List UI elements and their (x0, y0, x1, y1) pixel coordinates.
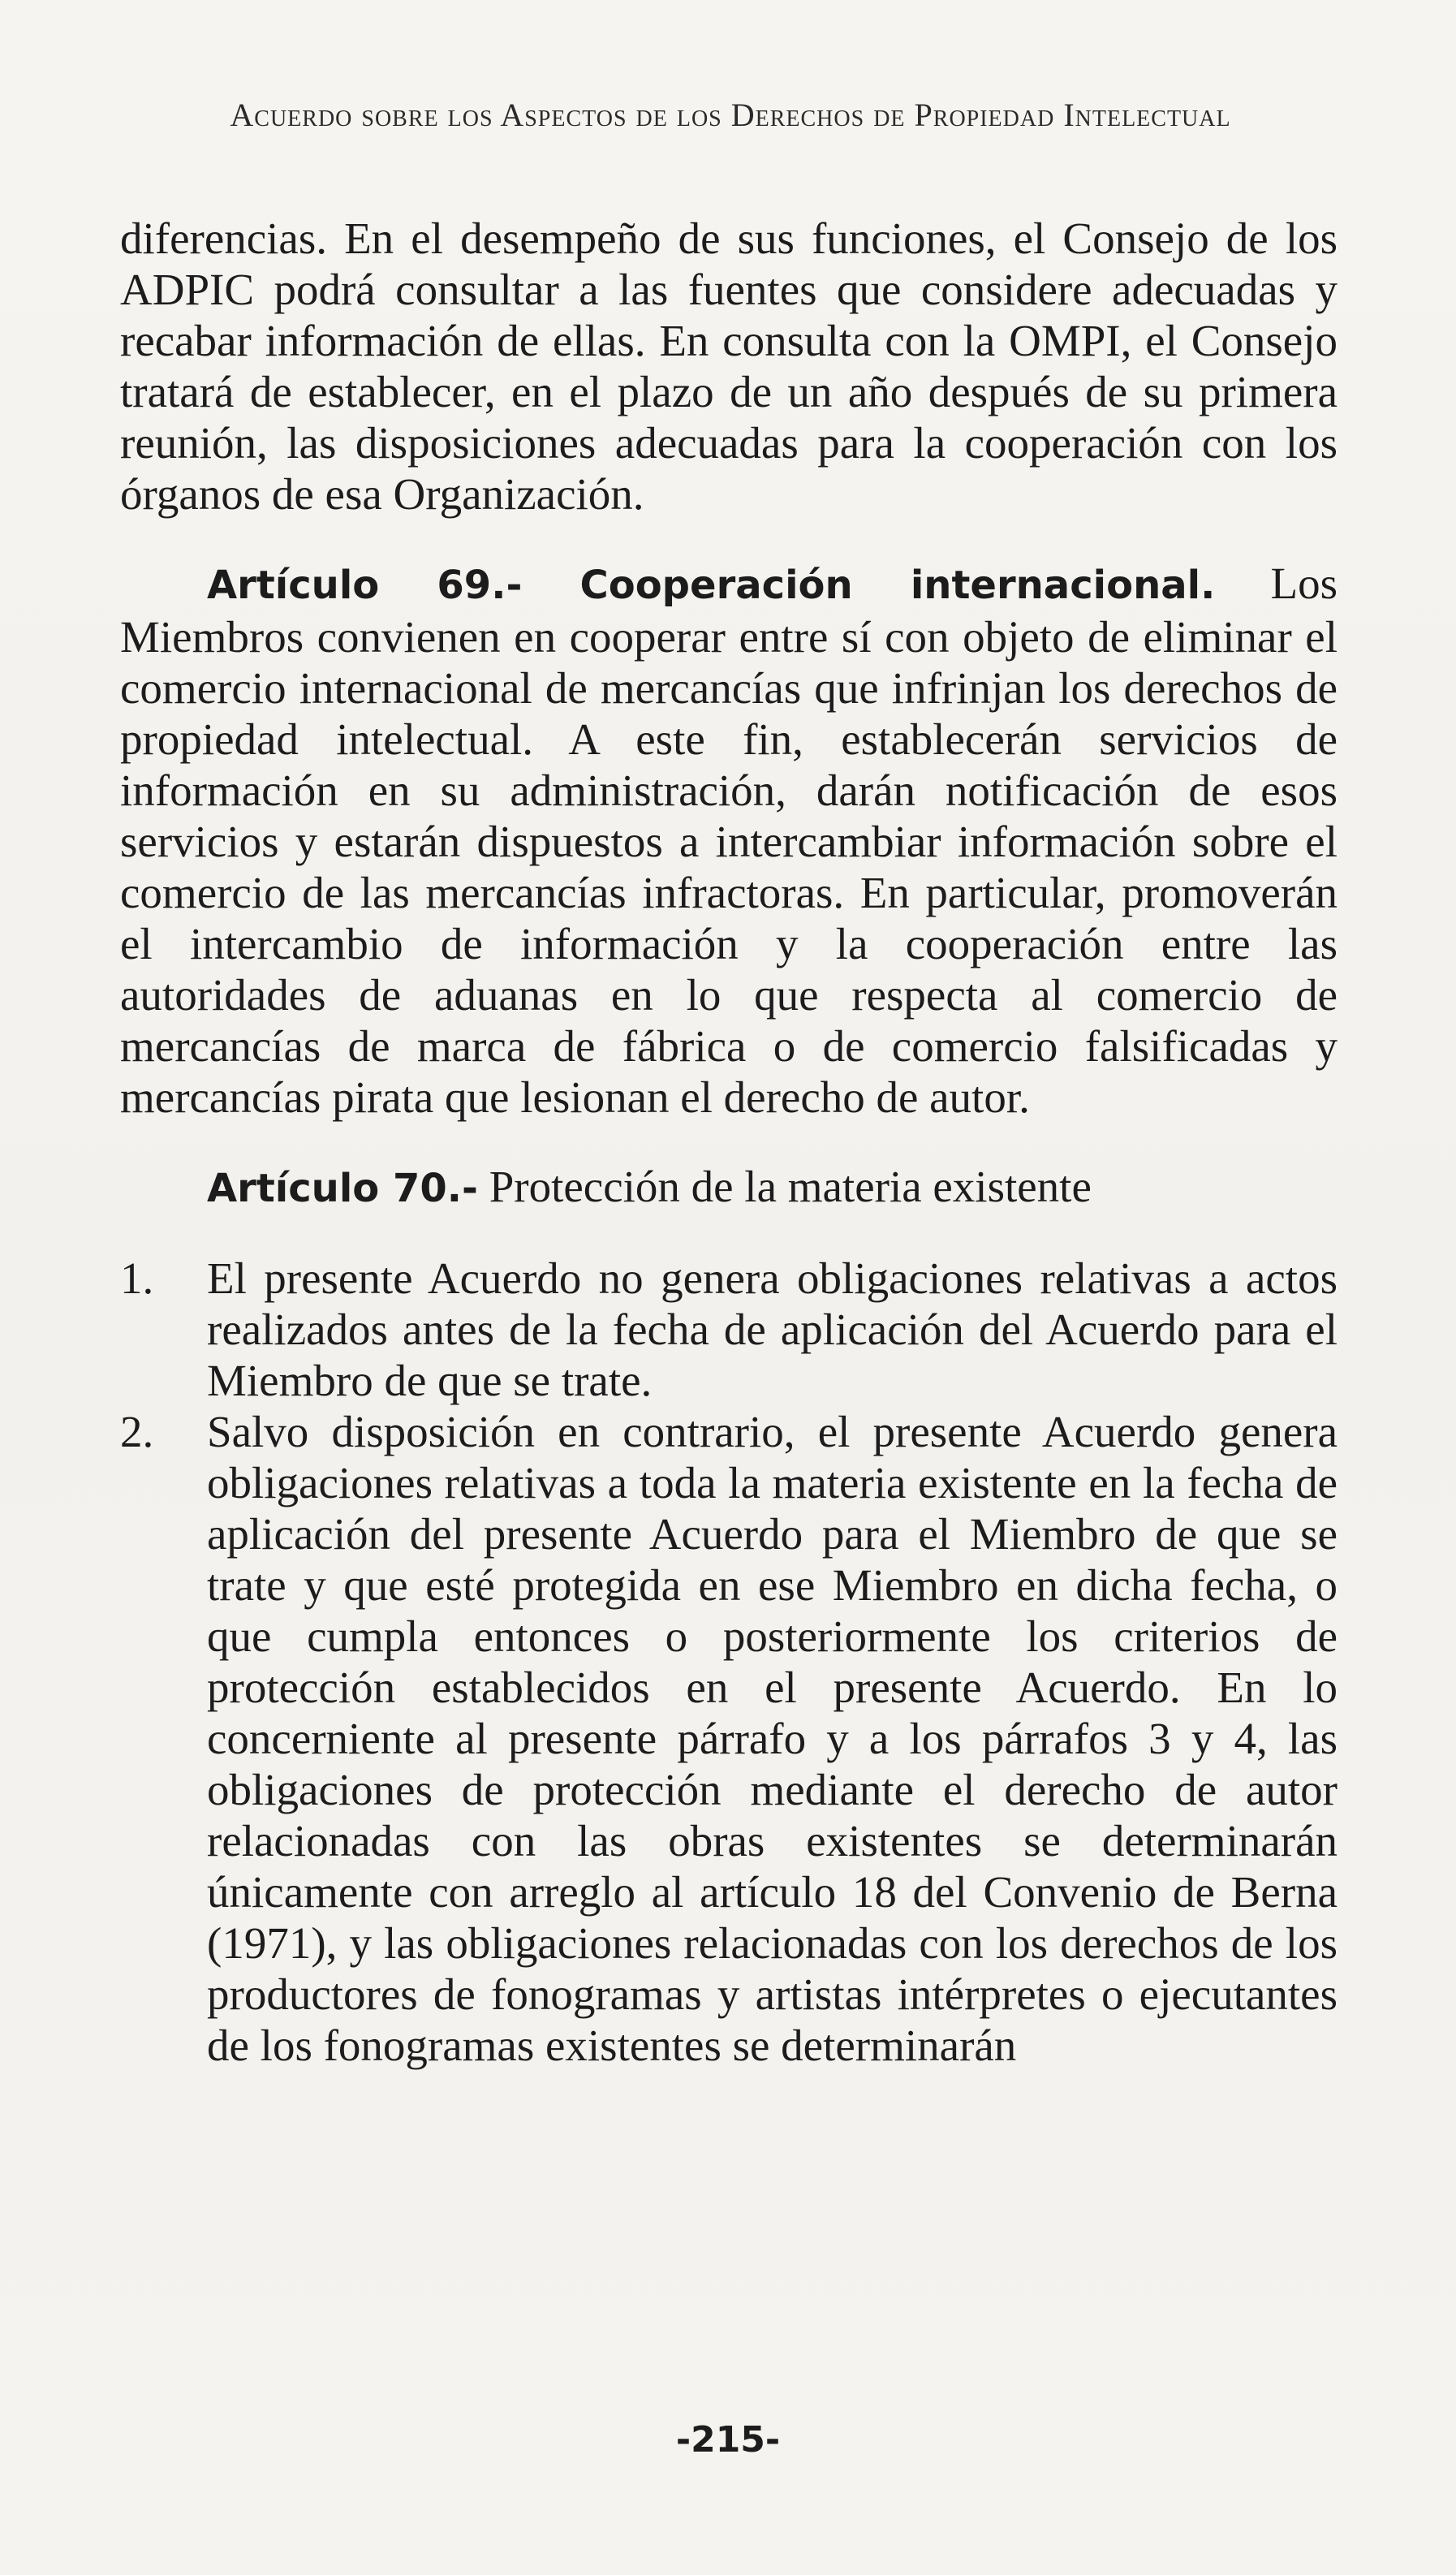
list-item-number: 1. (120, 1253, 154, 1303)
article-69-heading: Artículo 69.- Cooperación internacional. (207, 563, 1216, 608)
list-item-text: Salvo disposición en contrario, el presente Acuerdo genera obligaciones relativas a toda la materia existente en la fecha de aplicación del presente Acuerdo para el Miembro de que se trate y que esté protegida en ese Miembro en dicha fecha, o que cumpla entonces o posteriormente los criterios de protección establecidos en el presente Acuerdo. En lo concerniente al presente párrafo y a los párrafos 3 y 4, las obligaciones de protección mediante el derecho de autor relacionadas con las obras existentes se determinarán únicamente con arreglo al artículo 18 del Convenio de Berna (1971), y las obligaciones relacionadas con los derechos de los productores de fonogramas y artistas intérpretes o ejecutantes de los fonogramas existentes se determinarán (207, 1407, 1338, 2070)
article-70-heading-line (120, 1161, 1338, 1214)
article-70-title: Protección de la materia existente (477, 1162, 1092, 1211)
article-69 (120, 558, 1338, 1123)
list-item (120, 1406, 1338, 2071)
page-body (120, 213, 1338, 2071)
list-item-number: 2. (120, 1407, 154, 1456)
article-69-text: Los Miembros convienen en cooperar entre sí con objeto de eliminar el comercio internacional de mercancías que infrinjan los derechos de propiedad intelectual. A este fin, establecerán servicios de información en su administración, darán notificación de esos servicios y estarán dispuestos a intercambiar información sobre el comercio de las mercancías infractoras. En particular, promoverán el intercambio de información y la cooperación entre las autoridades de aduanas en lo que respecta al comercio de mercancías de marca de fábrica o de comercio falsificadas y mercancías pirata que lesionan el derecho de autor. (120, 559, 1338, 1122)
list-item-text: El presente Acuerdo no genera obligaciones relativas a actos realizados antes de la fecha de aplicación del Acuerdo para el Miembro de que se trate. (207, 1253, 1338, 1405)
article-70-heading: Artículo 70.- (207, 1166, 478, 1211)
article-70-list (120, 1253, 1338, 2071)
running-header: Acuerdo sobre los Aspectos de los Derechos de Propiedad Intelectual (230, 97, 1231, 133)
list-item (120, 1253, 1338, 1406)
paragraph-continuation: diferencias. En el desempeño de sus funciones, el Consejo de los ADPIC podrá consultar a las fuentes que considere adecuadas y recabar información de ellas. En consulta con la OMPI, el Consejo tratará de establecer, en el plazo de un año después de su primera reunión, las disposiciones adecuadas para la cooperación con los órganos de esa Organización. (120, 214, 1338, 519)
page-number: -215- (675, 2419, 781, 2461)
